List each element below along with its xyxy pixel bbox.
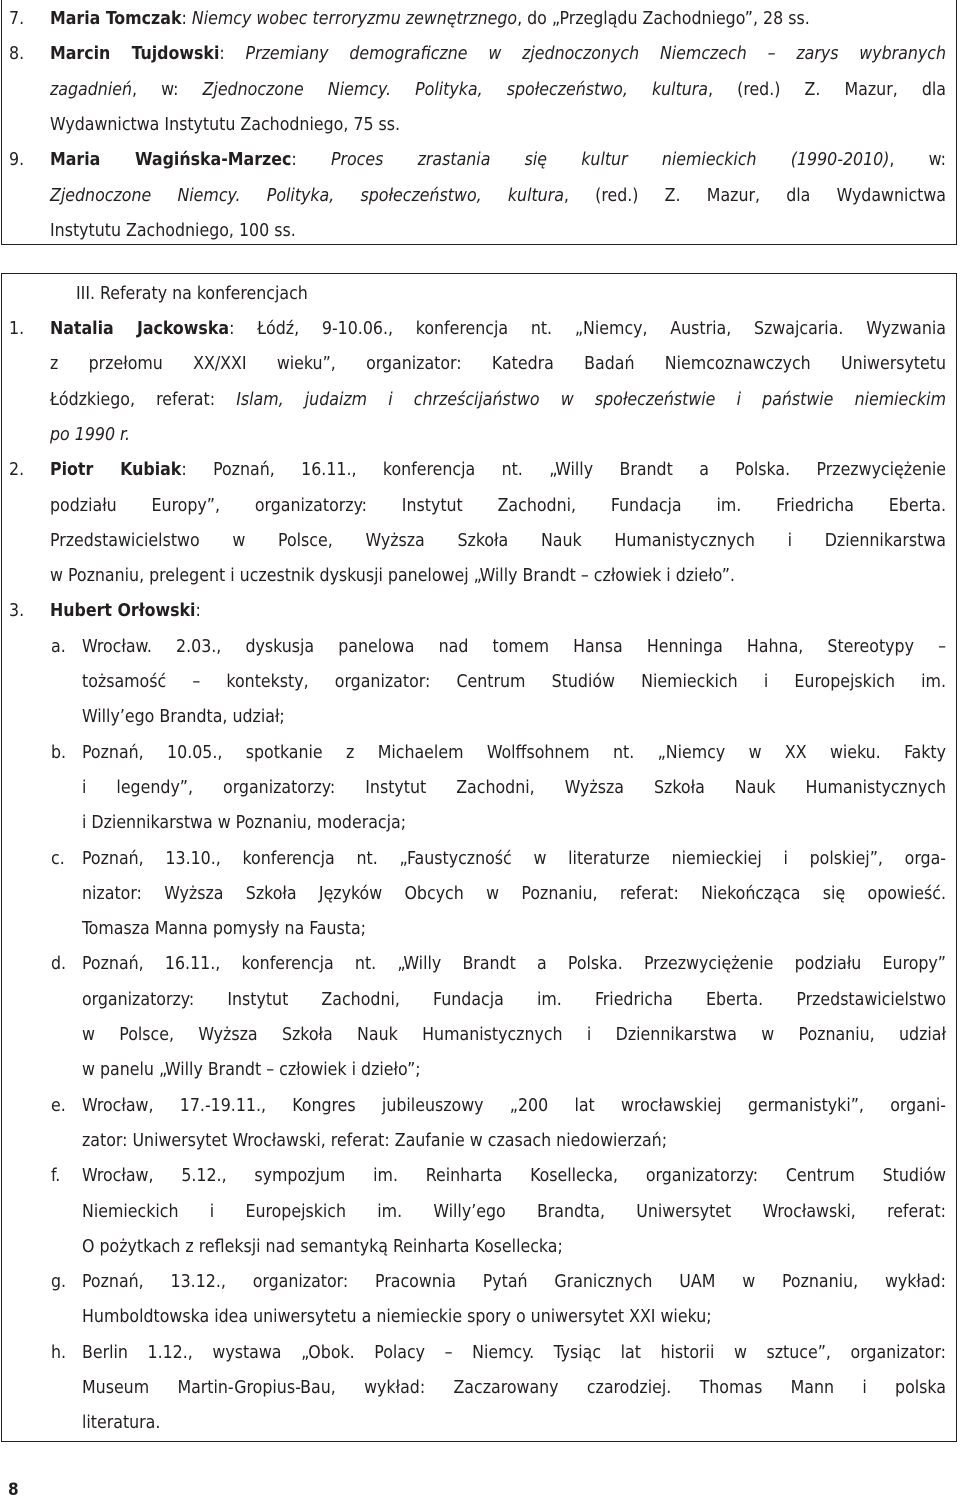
text-run: Wrocław, 17.-19.11., Kongres jubileuszowy „200 lat wrocławskiej germanistyki”, organi- (82, 1095, 946, 1116)
conference-subentry-line (82, 1130, 667, 1152)
text-run: Poznań, 16.11., konferencja nt. „Willy Brandt a Polska. Przezwyciężenie podziału Europy” (82, 954, 946, 975)
conference-subentry-line (82, 1342, 946, 1364)
text-run: Niemieckich i Europejskich im. Willy’ego Brandta, Uniwersytet Wrocławski, referat: (82, 1201, 946, 1222)
text-run: Museum Martin-Gropius-Bau, wykład: Zaczarowany czarodziej. Thomas Mann i polska (82, 1378, 946, 1398)
conference-subentry-line (82, 1095, 946, 1117)
text-run: Humboldtowska idea uniwersytetu a niemieckie spory o uniwersytet XXI wieku; (82, 1307, 712, 1328)
conference-entry-line (50, 459, 946, 481)
text-run: tożsamość – konteksty, organizator: Centrum Studiów Niemieckich i Europejskich im. (82, 672, 946, 692)
text-run: w panelu „Willy Brandt – człowiek i dzieło”; (82, 1060, 421, 1081)
conference-subentry-line (82, 636, 946, 658)
conference-subentry-line (82, 1236, 563, 1258)
bibliography-entry-line (50, 220, 296, 242)
text-run: Wrocław. 2.03., dyskusja panelowa nad tomem Hansa Henninga Hahna, Stereotypy – (82, 636, 946, 657)
bibliography-entry-number: 7. (9, 9, 25, 29)
bibliography-entry-line (50, 8, 810, 30)
conference-subentry-line (82, 1306, 712, 1328)
bibliography-entry-line (50, 43, 946, 65)
text-run: Poznań, 10.05., spotkanie z Michaelem Wolffsohnem nt. „Niemcy w XX wieku. Fakty (82, 742, 946, 763)
author-name: Marcin Tujdowski (50, 44, 220, 65)
author-name: Maria Wagińska-Marzec (50, 150, 292, 171)
conference-subentry-line (82, 777, 946, 799)
text-run: organizatorzy: Instytut Zachodni, Fundacja im. Friedricha Eberta. Przedstawicielstwo (82, 989, 946, 1010)
text-run: nizator: Wyższa Szkoła Języków Obcych w Poznaniu, referat: Niekończąca się opowieść. (82, 883, 946, 904)
text-run: Łódzkiego, referat: (50, 389, 237, 410)
work-title: po 1990 r. (50, 424, 130, 445)
text-run: w Poznaniu, prelegent i uczestnik dyskusji panelowej „Willy Brandt – człowiek i dzieło”. (50, 566, 735, 587)
work-title: Islam, judaizm i chrześcijaństwo w społeczeństwie i państwie niemieckim (236, 389, 946, 410)
section-heading: III. Referaty na konferencjach (76, 284, 308, 304)
text-run: zator: Uniwersytet Wrocławski, referat: Zaufanie w czasach niedowierzań; (82, 1130, 668, 1151)
text-run: , (red.) Z. Mazur, dla (708, 79, 946, 100)
conference-subentry-number: a. (51, 636, 66, 657)
conference-subentry-line (82, 848, 946, 870)
text-run: Poznań, 13.12., organizator: Pracownia Pytań Granicznych UAM w Poznaniu, wykład: (82, 1272, 946, 1293)
conference-subentry-number: e. (51, 1095, 66, 1116)
text-run: Tomasza Manna pomysły na Fausta; (82, 919, 367, 940)
text-run: Instytutu Zachodniego, 100 ss. (50, 220, 296, 241)
text-run: podziału Europy”, organizatorzy: Instytut Zachodni, Fundacja im. Friedricha Eberta. (50, 495, 946, 516)
text-run: : (219, 44, 246, 65)
conference-subentry-line (82, 918, 366, 940)
text-run: , do „Przeglądu Zachodniego”, 28 ss. (517, 9, 810, 29)
conference-subentry-line (82, 1377, 946, 1399)
conference-subentry-line (82, 1165, 946, 1187)
conference-entry-line (50, 495, 946, 517)
conference-subentry-number: h. (51, 1342, 67, 1363)
text-run: , w: (889, 150, 947, 171)
text-run: z przełomu XX/XXI wieku”, organizator: Katedra Badań Niemcoznawczych Uniwersytetu (50, 354, 946, 375)
bibliography-entry-number: 9. (9, 150, 25, 171)
text-run: : Łódź, 9-10.06., konferencja nt. „Niemcy, Austria, Szwajcaria. Wyzwania (229, 319, 946, 339)
bibliography-entry-line (50, 79, 946, 101)
text-run: : (195, 601, 201, 622)
text-run: w Polsce, Wyższa Szkoła Nauk Humanistycznych i Dziennikarstwa w Poznaniu, udział (82, 1025, 946, 1045)
conference-subentry-line (82, 1024, 946, 1046)
author-name: Maria Tomczak (50, 9, 182, 29)
conference-entry-number: 2. (9, 460, 25, 481)
conference-entry-line (50, 565, 735, 587)
text-run: Berlin 1.12., wystawa „Obok. Polacy – Niemcy. Tysiąc lat historii w sztuce”, organizator: (82, 1342, 946, 1363)
conference-entry-line (50, 318, 946, 340)
text-run: Willy’ego Brandta, udział; (82, 707, 285, 728)
conference-subentry-number: b. (51, 742, 67, 763)
work-title: Zjednoczone Niemcy. Polityka, społeczeństwo, kultura (50, 185, 564, 206)
conference-subentry-line (82, 812, 406, 834)
text-run: literatura. (82, 1413, 161, 1434)
conference-subentry-number: d. (51, 954, 67, 975)
text-run: : (181, 9, 192, 29)
text-run: Wrocław, 5.12., sympozjum im. Reinharta Kosellecka, organizatorzy: Centrum Studiów (82, 1166, 946, 1187)
bibliography-entry-line (50, 114, 400, 136)
text-run: O pożytkach z refleksji nad semantyką Reinharta Kosellecka; (82, 1236, 563, 1257)
conference-entry-line (50, 353, 946, 375)
bibliography-entry-line (50, 149, 946, 171)
conference-entry-line (50, 389, 946, 411)
conference-subentry-line (82, 1412, 160, 1434)
text-run: Przedstawicielstwo w Polsce, Wyższa Szkoła Nauk Humanistycznych i Dziennikarstwa (50, 530, 946, 551)
conference-entry-line (50, 600, 201, 622)
conference-entry-line (50, 530, 946, 552)
conference-subentry-line (82, 883, 946, 905)
conference-subentry-line (82, 953, 946, 975)
conference-subentry-line (82, 1271, 946, 1293)
conference-subentry-line (82, 989, 946, 1011)
bibliography-entry-number: 8. (9, 44, 25, 65)
conference-subentry-line (82, 1201, 946, 1223)
text-run: i legendy”, organizatorzy: Instytut Zachodni, Wyższa Szkoła Nauk Humanistycznych (82, 777, 946, 798)
text-run: , w: (132, 79, 203, 100)
work-title: Przemiany demograficzne w zjednoczonych Niemczech – zarys wybranych (245, 44, 946, 65)
work-title: Zjednoczone Niemcy. Polityka, społeczeństwo, kultura (202, 79, 709, 100)
work-title: Proces zrastania się kultur niemieckich (1990-2010) (330, 150, 890, 171)
conference-entry-number: 1. (9, 319, 25, 339)
conference-subentry-line (82, 1059, 421, 1081)
text-run: Wydawnictwa Instytutu Zachodniego, 75 ss. (50, 114, 401, 135)
conference-subentry-number: f. (51, 1166, 61, 1187)
bibliography-entry-line (50, 185, 946, 207)
work-title: Niemcy wobec terroryzmu zewnętrznego (191, 9, 518, 29)
author-name: Natalia Jackowska (50, 319, 230, 339)
conference-subentry-number: g. (51, 1272, 67, 1293)
text-run: i Dziennikarstwa w Poznaniu, moderacja; (82, 813, 407, 834)
author-name: Hubert Orłowski (50, 601, 196, 622)
conference-subentry-line (82, 671, 946, 693)
text-run: , (red.) Z. Mazur, dla Wydawnictwa (563, 185, 946, 206)
text-run: : (291, 150, 331, 171)
conference-entry-line (50, 424, 130, 446)
conference-entry-number: 3. (9, 601, 25, 622)
conference-subentry-line (82, 742, 946, 764)
text-run: : Poznań, 16.11., konferencja nt. „Willy Brandt a Polska. Przezwyciężenie (181, 460, 946, 481)
conference-subentry-line (82, 706, 285, 728)
text-run: Poznań, 13.10., konferencja nt. „Faustyczność w literaturze niemieckiej i polskiej”, orga- (82, 848, 946, 869)
conference-subentry-number: c. (51, 848, 65, 869)
author-name: Piotr Kubiak (50, 460, 182, 481)
work-title: zagadnień (50, 79, 133, 100)
page-number: 8 (8, 1480, 19, 1500)
